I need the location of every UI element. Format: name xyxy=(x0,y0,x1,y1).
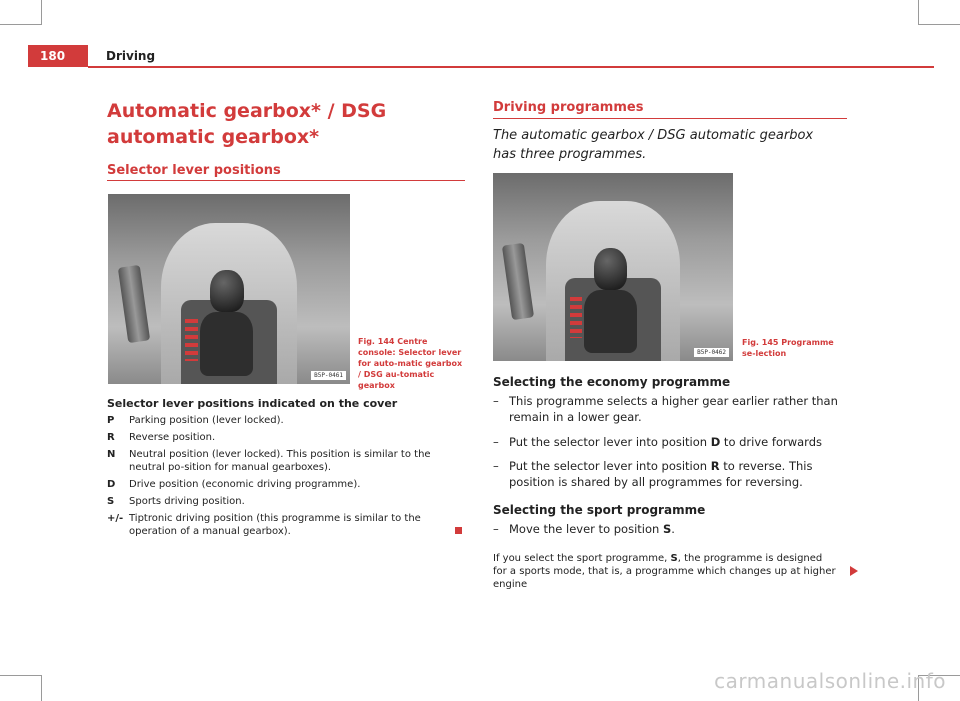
position-key: P xyxy=(107,415,115,426)
gear-knob-illustration xyxy=(210,270,244,312)
step-text: Put the selector lever into position D to drive forwards xyxy=(509,435,822,449)
continue-arrow-icon xyxy=(850,566,858,576)
figure-caption: Fig. 145 Programme se-lection xyxy=(742,338,834,358)
pedal-illustration xyxy=(117,265,149,343)
step-text: Put the selector lever into position R to reverse. This position is shared by all programmes for reversing. xyxy=(509,459,813,489)
header-rule xyxy=(88,66,934,68)
positions-list xyxy=(107,414,467,542)
section-rule xyxy=(493,118,847,119)
position-desc: Neutral position (lever locked). This position is similar to the neutral po-sition for manual gearboxes). xyxy=(129,449,431,473)
section-title-programmes: Driving programmes xyxy=(493,100,644,115)
section-end-marker xyxy=(455,527,462,534)
list-heading: Selector lever positions indicated on the cover xyxy=(107,397,398,410)
figure-programme-selection xyxy=(493,173,733,361)
figure-caption: Fig. 144 Centre console: Selector lever for auto-matic gearbox / DSG au-tomatic gearbox xyxy=(358,337,463,390)
list-item: – This programme selects a higher gear earlier rather than remain in a lower gear. xyxy=(493,393,853,425)
economy-heading: Selecting the economy programme xyxy=(493,375,731,389)
list-item xyxy=(107,512,467,538)
position-desc: Drive position (economic driving programme). xyxy=(129,479,361,490)
crop-mark xyxy=(0,24,42,25)
gear-markings xyxy=(570,297,582,338)
crop-mark xyxy=(918,0,919,24)
chapter-title: Driving xyxy=(106,49,156,63)
list-item xyxy=(107,414,467,427)
section-rule xyxy=(107,180,465,181)
list-item xyxy=(107,478,467,491)
sport-heading: Selecting the sport programme xyxy=(493,503,706,517)
gear-markings xyxy=(185,319,197,361)
position-key: S xyxy=(107,496,115,507)
crop-mark xyxy=(41,0,42,24)
section-title-selector: Selector lever positions xyxy=(107,163,281,178)
watermark: carmanualsonline.info xyxy=(714,669,946,693)
position-key: R xyxy=(107,432,115,443)
list-item xyxy=(107,431,467,444)
page-title: Automatic gearbox* / DSG automatic gearbox* xyxy=(107,100,387,148)
list-item xyxy=(107,448,467,474)
position-desc: Parking position (lever locked). xyxy=(129,415,284,426)
gear-knob-illustration xyxy=(594,248,628,289)
crop-mark xyxy=(0,675,42,676)
boot-illustration xyxy=(200,312,253,377)
figure-code: B5P-0462 xyxy=(694,348,729,357)
position-desc: Reverse position. xyxy=(129,432,216,443)
position-key: N xyxy=(107,449,116,460)
list-item xyxy=(107,495,467,508)
list-item: – Put the selector lever into position D to drive forwards xyxy=(493,435,822,449)
position-desc: Sports driving position. xyxy=(129,496,245,507)
page-number-tab xyxy=(28,45,88,67)
figure-code: B5P-0461 xyxy=(311,371,346,380)
figure-centre-console xyxy=(108,194,350,384)
pedal-illustration xyxy=(502,243,534,320)
boot-illustration xyxy=(584,290,637,354)
step-text: Move the lever to position S. xyxy=(509,522,675,536)
intro-text: The automatic gearbox / DSG automatic gearbox has three programmes. xyxy=(493,128,814,162)
position-key: +/- xyxy=(107,513,124,524)
crop-mark xyxy=(918,24,960,25)
position-desc: Tiptronic driving position (this programme is similar to the operation of a manual gearbox). xyxy=(129,513,421,537)
crop-mark xyxy=(41,676,42,701)
sport-paragraph: If you select the sport programme, S, the programme is designed for a sports mode, that is, a programme which changes up at higher engine xyxy=(493,553,836,590)
step-text: This programme selects a higher gear earlier rather than remain in a lower gear. xyxy=(509,394,838,424)
list-item: – Put the selector lever into position R to reverse. This position is shared by all programmes for reversing. xyxy=(493,458,853,490)
list-item: – Move the lever to position S. xyxy=(493,522,675,536)
page-number: 180 xyxy=(40,49,66,63)
position-key: D xyxy=(107,479,116,490)
